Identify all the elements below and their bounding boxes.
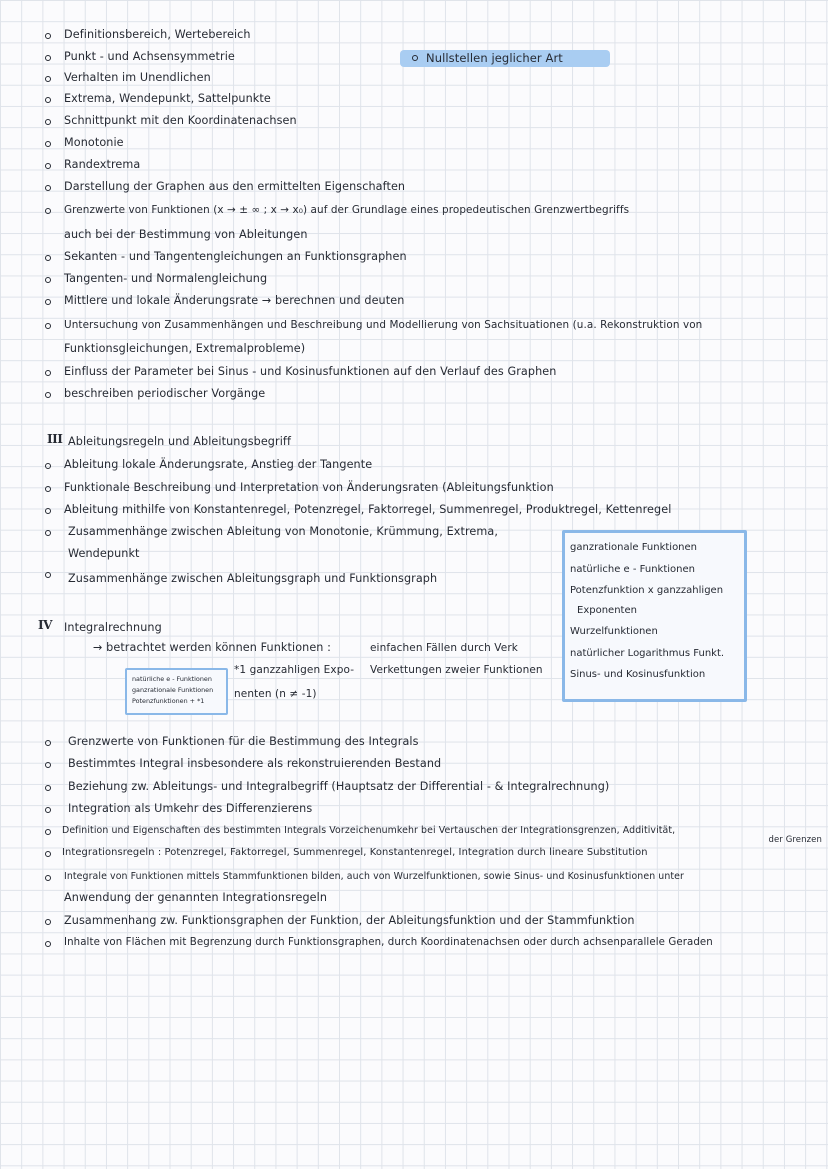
section3-item: Ableitung mithilfe von Konstantenregel, Potenzregel, Faktorregel, Summenregel, Produktregel, Kettenregel bbox=[64, 503, 672, 516]
section4-item: Beziehung zw. Ableitungs- und Integralbegriff (Hauptsatz der Differential - & Integralrechnung) bbox=[68, 780, 610, 793]
section4-item: Integrale von Funktionen mittels Stammfunktionen bilden, auch von Wurzelfunktionen, sowie Sinus- und Kosinusfunktionen unter bbox=[64, 871, 684, 882]
topic-item: Definitionsbereich, Wertebereich bbox=[64, 28, 251, 41]
function-type: Potenzfunktionen + *1 bbox=[132, 697, 205, 705]
margin-note: der Grenzen bbox=[768, 835, 822, 845]
section3-item-continued: Wendepunkt bbox=[68, 547, 140, 560]
small-function-box bbox=[125, 668, 228, 715]
function-type: ganzrationale Funktionen bbox=[570, 542, 698, 553]
function-type: Wurzelfunktionen bbox=[570, 626, 658, 637]
bullet-icon bbox=[45, 941, 51, 947]
bullet-icon bbox=[45, 76, 51, 82]
topic-item: Untersuchung von Zusammenhängen und Beschreibung und Modellierung von Sachsituationen (u.a. Rekonstruktion von bbox=[64, 319, 703, 331]
middle-note: Verkettungen zweier Funktionen bbox=[370, 664, 543, 676]
topic-item: Verhalten im Unendlichen bbox=[64, 71, 211, 84]
section3-item: Funktionale Beschreibung und Interpretation von Änderungsraten (Ableitungsfunktion bbox=[64, 481, 554, 494]
topic-item: Randextrema bbox=[64, 158, 141, 171]
function-type: Potenzfunktion x ganzzahligen bbox=[570, 585, 724, 596]
topic-item: Einfluss der Parameter bei Sinus - und Kosinusfunktionen auf den Verlauf des Graphen bbox=[64, 365, 557, 378]
bullet-icon bbox=[45, 277, 51, 283]
bullet-icon bbox=[45, 119, 51, 125]
section4-item-continued: Anwendung der genannten Integrationsregeln bbox=[64, 891, 328, 904]
section4-item: Integration als Umkehr des Differenzierens bbox=[68, 802, 313, 815]
bullet-icon bbox=[45, 463, 51, 469]
topic-item: Monotonie bbox=[64, 136, 124, 149]
topic-item: beschreiben periodischer Vorgänge bbox=[64, 387, 266, 400]
bullet-icon bbox=[45, 97, 51, 103]
function-type: natürlicher Logarithmus Funkt. bbox=[570, 648, 725, 659]
section3-item: Ableitung lokale Änderungsrate, Anstieg der Tangente bbox=[64, 458, 373, 471]
bullet-icon bbox=[45, 740, 51, 746]
middle-note: einfachen Fällen durch Verk bbox=[370, 642, 518, 654]
bullet-icon bbox=[45, 33, 51, 39]
highlight-text: Nullstellen jeglicher Art bbox=[426, 51, 563, 65]
section4-item: Zusammenhang zw. Funktionsgraphen der Funktion, der Ableitungsfunktion und der Stammfunktion bbox=[64, 914, 635, 927]
section-numeral: III bbox=[47, 432, 63, 446]
topic-item-continued: auch bei der Bestimmung von Ableitungen bbox=[64, 228, 308, 241]
exponent-note: nenten (n ≠ -1) bbox=[234, 688, 317, 700]
section4-item: Inhalte von Flächen mit Begrenzung durch Funktionsgraphen, durch Koordinatenachsen oder durch achsenparallele Geraden bbox=[64, 937, 713, 948]
section4-item: Definition und Eigenschaften des bestimmten Integrals Vorzeichenumkehr bei Vertauschen der Integrationsgrenzen, Additivität, bbox=[62, 825, 676, 836]
bullet-icon bbox=[45, 572, 51, 578]
bullet-icon bbox=[45, 323, 51, 329]
bullet-icon bbox=[45, 875, 51, 881]
topic-item: Punkt - und Achsensymmetrie bbox=[64, 50, 235, 63]
section3-item: Zusammenhänge zwischen Ableitungsgraph und Funktionsgraph bbox=[68, 572, 438, 585]
function-types-box bbox=[562, 530, 747, 702]
bullet-icon bbox=[45, 185, 51, 191]
exponent-note: *1 ganzzahligen Expo- bbox=[234, 664, 355, 676]
section4-item: Integrationsregeln : Potenzregel, Faktorregel, Summenregel, Konstantenregel, Integration durch lineare Substitution bbox=[62, 847, 648, 858]
section-title: Integralrechnung bbox=[64, 621, 162, 634]
functions-intro: → betrachtet werden können Funktionen : bbox=[93, 641, 332, 654]
function-type: Exponenten bbox=[577, 605, 637, 616]
topic-item-continued: Funktionsgleichungen, Extremalprobleme) bbox=[64, 342, 306, 355]
topic-item: Schnittpunkt mit den Koordinatenachsen bbox=[64, 114, 297, 127]
bullet-icon bbox=[45, 392, 51, 398]
bullet-icon bbox=[45, 163, 51, 169]
bullet-icon bbox=[412, 55, 418, 61]
topic-item: Extrema, Wendepunkt, Sattelpunkte bbox=[64, 92, 271, 105]
function-type: Sinus- und Kosinusfunktion bbox=[570, 669, 706, 680]
section4-item: Grenzwerte von Funktionen für die Bestimmung des Integrals bbox=[68, 735, 419, 748]
topic-item: Mittlere und lokale Änderungsrate → berechnen und deuten bbox=[64, 294, 405, 307]
bullet-icon bbox=[45, 370, 51, 376]
section-numeral: IV bbox=[38, 618, 52, 632]
section4-item: Bestimmtes Integral insbesondere als rekonstruierenden Bestand bbox=[68, 757, 442, 770]
bullet-icon bbox=[45, 55, 51, 61]
highlight-nullstellen bbox=[400, 50, 610, 67]
section3-item: Zusammenhänge zwischen Ableitung von Monotonie, Krümmung, Extrema, bbox=[68, 525, 499, 538]
bullet-icon bbox=[45, 530, 51, 536]
bullet-icon bbox=[45, 255, 51, 261]
function-type: natürliche e - Funktionen bbox=[132, 675, 212, 683]
section-title: Ableitungsregeln und Ableitungsbegriff bbox=[68, 435, 291, 448]
bullet-icon bbox=[45, 486, 51, 492]
topic-item: Tangenten- und Normalengleichung bbox=[64, 272, 268, 285]
function-type: ganzrationale Funktionen bbox=[132, 686, 214, 694]
bullet-icon bbox=[45, 785, 51, 791]
topic-item: Grenzwerte von Funktionen (x → ± ∞ ; x → x₀) auf der Grundlage eines propedeutischen Grenzwertbegriffs bbox=[64, 204, 630, 216]
bullet-icon bbox=[45, 829, 51, 835]
bullet-icon bbox=[45, 851, 51, 857]
bullet-icon bbox=[45, 919, 51, 925]
bullet-icon bbox=[45, 141, 51, 147]
bullet-icon bbox=[45, 208, 51, 214]
bullet-icon bbox=[45, 762, 51, 768]
topic-item: Darstellung der Graphen aus den ermittelten Eigenschaften bbox=[64, 180, 406, 193]
topic-item: Sekanten - und Tangentengleichungen an Funktionsgraphen bbox=[64, 250, 407, 263]
bullet-icon bbox=[45, 508, 51, 514]
bullet-icon bbox=[45, 807, 51, 813]
function-type: natürliche e - Funktionen bbox=[570, 564, 695, 575]
bullet-icon bbox=[45, 299, 51, 305]
